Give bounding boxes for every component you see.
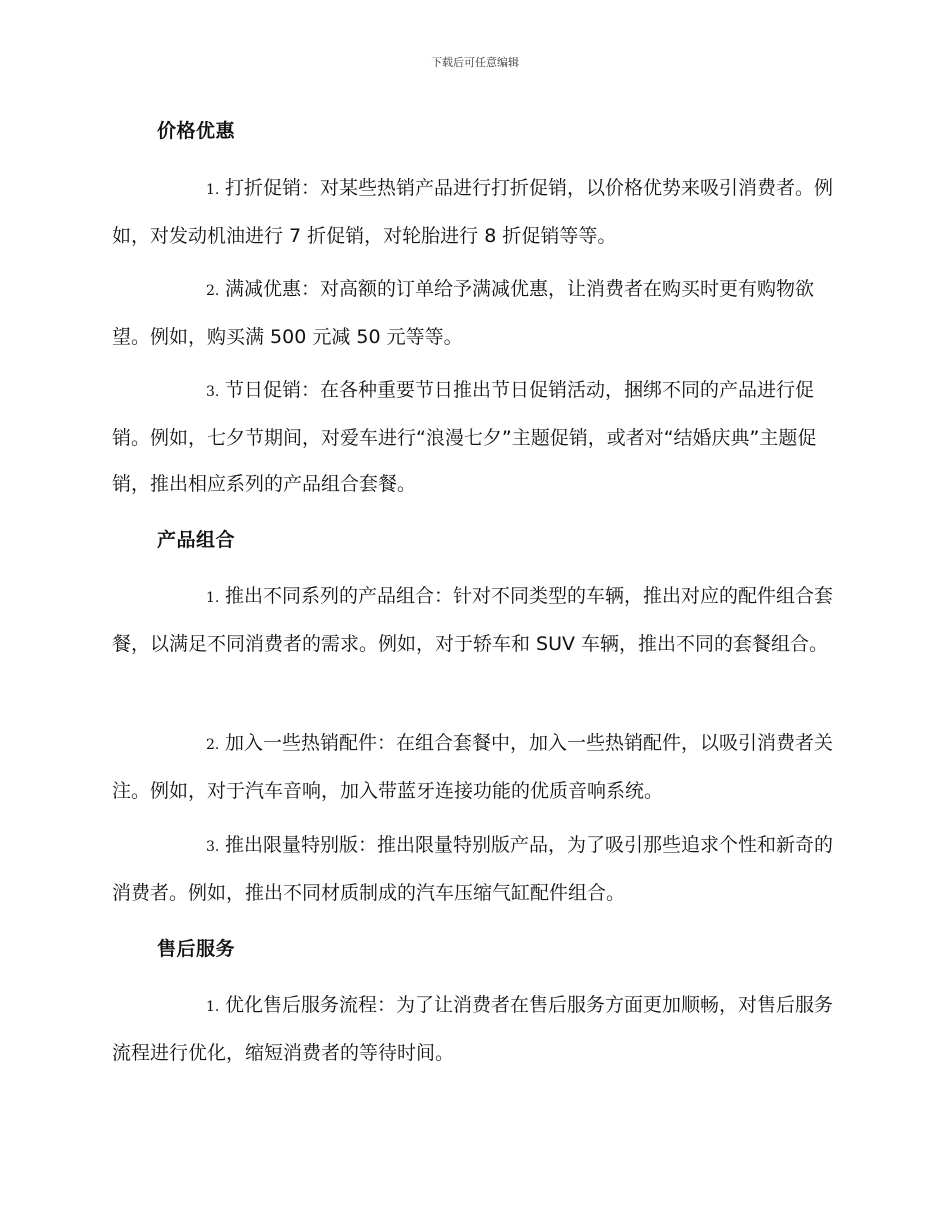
list-item (112, 573, 836, 667)
list-item-number: 3. (206, 839, 220, 855)
section-title-after-sales: 售后服务 (157, 938, 236, 960)
list-item-text: 节日促销：在各种重要节日推出节日促销活动，捆绑不同的产品进行促销。例如，七夕节期间，对爱车进行“浪漫七夕”主题促销，或者对“结婚庆典”主题促销，推出相应系列的产品组合套餐。 (112, 379, 817, 495)
list-item (112, 822, 836, 916)
list-item-number: 2. (206, 283, 220, 299)
list-item (112, 720, 836, 814)
list-item (112, 165, 836, 259)
list-item (112, 982, 836, 1076)
list-item-text: 推出限量特别版：推出限量特别版产品，为了吸引那些追求个性和新奇的消费者。例如，推出不同材质制成的汽车压缩气缸配件组合。 (112, 834, 834, 904)
section-title-product-bundle: 产品组合 (157, 529, 236, 551)
list-item-text: 推出不同系列的产品组合：针对不同类型的车辆，推出对应的配件组合套餐，以满足不同消费者的需求。例如，对于轿车和 SUV 车辆，推出不同的套餐组合。 (112, 585, 834, 655)
list-item-text: 满减优惠：对高额的订单给予满减优惠，让消费者在购买时更有购物欲望。例如，购买满 500 元减 50 元等等。 (112, 278, 815, 348)
list-item-number: 1. (206, 999, 220, 1015)
list-item-text: 打折促销：对某些热销产品进行打折促销，以价格优势来吸引消费者。例如，对发动机油进行 7 折促销，对轮胎进行 8 折促销等等。 (112, 177, 834, 247)
section-title-price-discount: 价格优惠 (157, 120, 236, 142)
list-item (112, 367, 836, 507)
list-item (112, 266, 836, 360)
list-item-number: 2. (206, 737, 220, 753)
list-item-number: 1. (206, 590, 220, 606)
list-item-number: 3. (206, 384, 220, 400)
list-item-number: 1. (206, 182, 220, 198)
list-item-text: 加入一些热销配件：在组合套餐中，加入一些热销配件，以吸引消费者关注。例如，对于汽车音响，加入带蓝牙连接功能的优质音响系统。 (112, 732, 834, 802)
page-header: 下载后可任意编辑 (431, 56, 519, 69)
list-item-text: 优化售后服务流程：为了让消费者在售后服务方面更加顺畅，对售后服务流程进行优化，缩短消费者的等待时间。 (112, 994, 834, 1064)
